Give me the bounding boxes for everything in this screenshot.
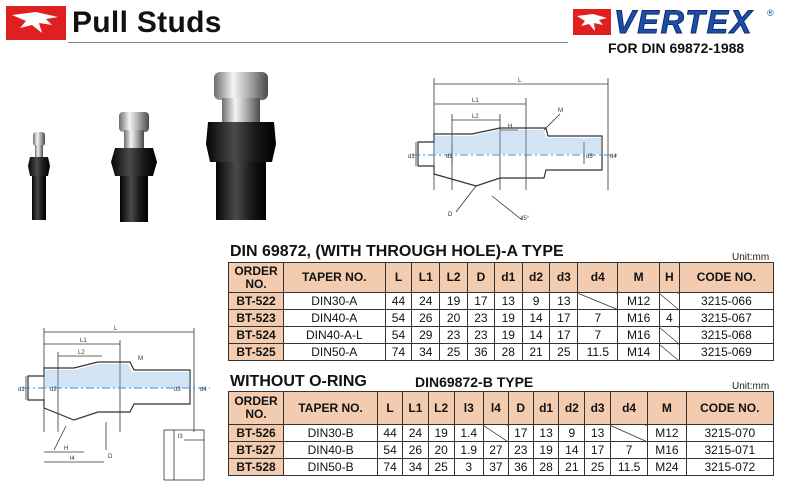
table-cell: 23	[468, 310, 495, 327]
table-cell: 54	[385, 327, 412, 344]
small-pull-stud-icon	[28, 132, 50, 220]
table-cell: M12	[618, 293, 659, 310]
table-cell: 26	[412, 310, 440, 327]
table-row	[229, 293, 774, 310]
table-cell: 3215-069	[679, 344, 773, 361]
table-row	[229, 310, 774, 327]
medium-pull-stud-icon	[111, 112, 157, 222]
table-cell: 3215-067	[679, 310, 773, 327]
table-cell: 3215-066	[679, 293, 773, 310]
dim-l1-label: L1	[472, 98, 479, 104]
col-d2: d2	[559, 392, 585, 425]
type-b-technical-drawing	[14, 322, 224, 488]
col-d3: d3	[585, 392, 611, 425]
title-divider	[68, 42, 568, 43]
col-h: H	[659, 263, 679, 293]
order-no-cell: BT-526	[229, 425, 284, 442]
table-cell: 9	[522, 293, 550, 310]
table-cell: M16	[618, 327, 659, 344]
col-l3: l3	[454, 392, 483, 425]
table-cell: 13	[533, 425, 559, 442]
table-cell: 26	[403, 442, 429, 459]
col-d1: d1	[533, 392, 559, 425]
table-cell: 23	[508, 442, 533, 459]
table-cell: DIN50-A	[284, 344, 386, 361]
registered-mark: ®	[767, 8, 774, 18]
col-d: D	[468, 263, 495, 293]
dim-d2-label: d2	[446, 154, 453, 160]
table-cell: 17	[508, 425, 533, 442]
col-m: M	[618, 263, 659, 293]
table-cell: 17	[585, 442, 611, 459]
order-no-cell: BT-528	[229, 459, 284, 476]
large-pull-stud-icon	[206, 72, 276, 220]
table-cell: 74	[385, 344, 412, 361]
table-cell: 34	[412, 344, 440, 361]
type-b-spec-table	[228, 391, 774, 476]
order-no-cell: BT-522	[229, 293, 284, 310]
col-order-no: ORDER NO.	[229, 392, 284, 425]
table-row	[229, 459, 774, 476]
table-cell: 11.5	[610, 459, 647, 476]
table-cell: 36	[508, 459, 533, 476]
dim-l2-label: L2	[472, 114, 479, 120]
dim-m-label: M	[558, 108, 563, 114]
table-cell	[483, 425, 508, 442]
col-l: L	[385, 263, 412, 293]
table-cell: 25	[440, 344, 468, 361]
table-cell: DIN50-B	[284, 459, 378, 476]
eagle-logo-icon	[6, 6, 66, 40]
table-cell: 11.5	[578, 344, 618, 361]
dim-b-d3-label: d3	[174, 387, 181, 393]
dim-b-d4-label: d4	[200, 387, 207, 393]
brand-logo-icon	[573, 9, 611, 35]
table-cell: DIN30-A	[284, 293, 386, 310]
dim-d-label: D	[448, 212, 453, 218]
type-a-title: DIN 69872, (WITH THROUGH HOLE)-A TYPE	[230, 243, 564, 260]
table-cell: M14	[618, 344, 659, 361]
table-cell: 34	[403, 459, 429, 476]
col-order-no: ORDER NO.	[229, 263, 284, 293]
col-l2: L2	[440, 263, 468, 293]
col-taper-no: TAPER NO.	[284, 263, 386, 293]
table-cell: 3215-070	[686, 425, 773, 442]
table-cell: 74	[378, 459, 403, 476]
pull-studs-photo	[18, 66, 278, 236]
dim-b-d1-label: d1	[18, 387, 25, 393]
order-no-cell: BT-523	[229, 310, 284, 327]
table-cell: M12	[648, 425, 686, 442]
table-row	[229, 442, 774, 459]
table-cell: 29	[412, 327, 440, 344]
table-cell	[659, 344, 679, 361]
col-d4: d4	[578, 263, 618, 293]
table-cell	[610, 425, 647, 442]
table-cell: 27	[483, 442, 508, 459]
table-cell: 4	[659, 310, 679, 327]
table-cell: 25	[585, 459, 611, 476]
table-cell: 44	[385, 293, 412, 310]
dim-l-label: L	[518, 78, 522, 84]
type-a-unit: Unit:mm	[732, 252, 770, 263]
table-cell: 1.9	[454, 442, 483, 459]
type-a-spec-table	[228, 262, 774, 361]
type-a-technical-drawing	[372, 70, 622, 240]
dim-b-d2-label: d2	[50, 387, 57, 393]
table-cell: 20	[440, 310, 468, 327]
table-cell: 14	[522, 327, 550, 344]
table-cell: 20	[428, 442, 454, 459]
table-cell: 7	[610, 442, 647, 459]
order-no-cell: BT-525	[229, 344, 284, 361]
page-title: Pull Studs	[72, 6, 222, 39]
dim-b-l3-label: l3	[178, 434, 183, 440]
table-cell: 1.4	[454, 425, 483, 442]
table-cell: 3215-068	[679, 327, 773, 344]
table-cell: 19	[533, 442, 559, 459]
table-cell: 14	[559, 442, 585, 459]
table-cell: 17	[468, 293, 495, 310]
table-cell: 37	[483, 459, 508, 476]
table-cell	[578, 293, 618, 310]
dim-b-l1-label: L1	[80, 338, 87, 344]
table-cell: 28	[494, 344, 522, 361]
table-cell: M16	[648, 442, 686, 459]
col-l2: L2	[428, 392, 454, 425]
table-cell: 3215-072	[686, 459, 773, 476]
table-row	[229, 327, 774, 344]
dim-b-h-label: H	[64, 446, 69, 452]
col-m: M	[648, 392, 686, 425]
dim-d3-label: d3	[586, 154, 593, 160]
table-cell: 9	[559, 425, 585, 442]
table-cell	[659, 293, 679, 310]
table-cell: 13	[585, 425, 611, 442]
table-cell: 23	[440, 327, 468, 344]
table-cell: 19	[494, 327, 522, 344]
type-b-title: WITHOUT O-RING	[230, 373, 367, 390]
table-cell: 19	[494, 310, 522, 327]
table-cell: 54	[385, 310, 412, 327]
col-l1: L1	[412, 263, 440, 293]
col-l: L	[378, 392, 403, 425]
type-b-unit: Unit:mm	[732, 381, 770, 392]
brand-name: VERTEX	[614, 4, 754, 40]
table-cell: 44	[378, 425, 403, 442]
col-l4: l4	[483, 392, 508, 425]
table-cell: 25	[428, 459, 454, 476]
col-d: D	[508, 392, 533, 425]
table-cell: M16	[618, 310, 659, 327]
dim-b-l2-label: L2	[78, 350, 85, 356]
col-d1: d1	[494, 263, 522, 293]
standard-subtitle: FOR DIN 69872-1988	[608, 40, 745, 56]
table-cell: 3	[454, 459, 483, 476]
col-d3: d3	[550, 263, 578, 293]
table-cell: M24	[648, 459, 686, 476]
table-cell: DIN40-B	[284, 442, 378, 459]
dim-b-l-label: L	[114, 326, 118, 332]
table-cell: 24	[403, 425, 429, 442]
table-cell: 7	[578, 327, 618, 344]
col-l1: L1	[403, 392, 429, 425]
dim-b-m-label: M	[138, 356, 143, 362]
col-taper-no: TAPER NO.	[284, 392, 378, 425]
order-no-cell: BT-524	[229, 327, 284, 344]
dim-d1-label: d1	[408, 154, 415, 160]
table-cell: 23	[468, 327, 495, 344]
angle-label: 45°	[520, 216, 530, 222]
table-cell: 19	[428, 425, 454, 442]
col-code-no: CODE NO.	[686, 392, 773, 425]
table-cell: 7	[578, 310, 618, 327]
table-cell: 28	[533, 459, 559, 476]
table-cell: 25	[550, 344, 578, 361]
col-d2: d2	[522, 263, 550, 293]
table-cell: 13	[550, 293, 578, 310]
table-cell: 14	[522, 310, 550, 327]
type-b-subtitle: DIN69872-B TYPE	[415, 374, 534, 390]
table-cell: 17	[550, 327, 578, 344]
table-cell: 3215-071	[686, 442, 773, 459]
dim-b-d-label: D	[108, 454, 113, 460]
table-cell: 19	[440, 293, 468, 310]
table-cell: DIN40-A-L	[284, 327, 386, 344]
table-cell: 24	[412, 293, 440, 310]
table-row	[229, 344, 774, 361]
dim-b-l4-label: l4	[70, 456, 75, 462]
table-row	[229, 425, 774, 442]
table-cell: DIN30-B	[284, 425, 378, 442]
dim-h-label: H	[508, 124, 513, 130]
table-cell: 21	[522, 344, 550, 361]
col-d4: d4	[610, 392, 647, 425]
table-cell: 21	[559, 459, 585, 476]
table-cell: 17	[550, 310, 578, 327]
table-cell: DIN40-A	[284, 310, 386, 327]
table-cell	[659, 327, 679, 344]
col-code-no: CODE NO.	[679, 263, 773, 293]
table-cell: 36	[468, 344, 495, 361]
dim-d4-label: d4	[610, 154, 617, 160]
table-cell: 54	[378, 442, 403, 459]
order-no-cell: BT-527	[229, 442, 284, 459]
table-cell: 13	[494, 293, 522, 310]
